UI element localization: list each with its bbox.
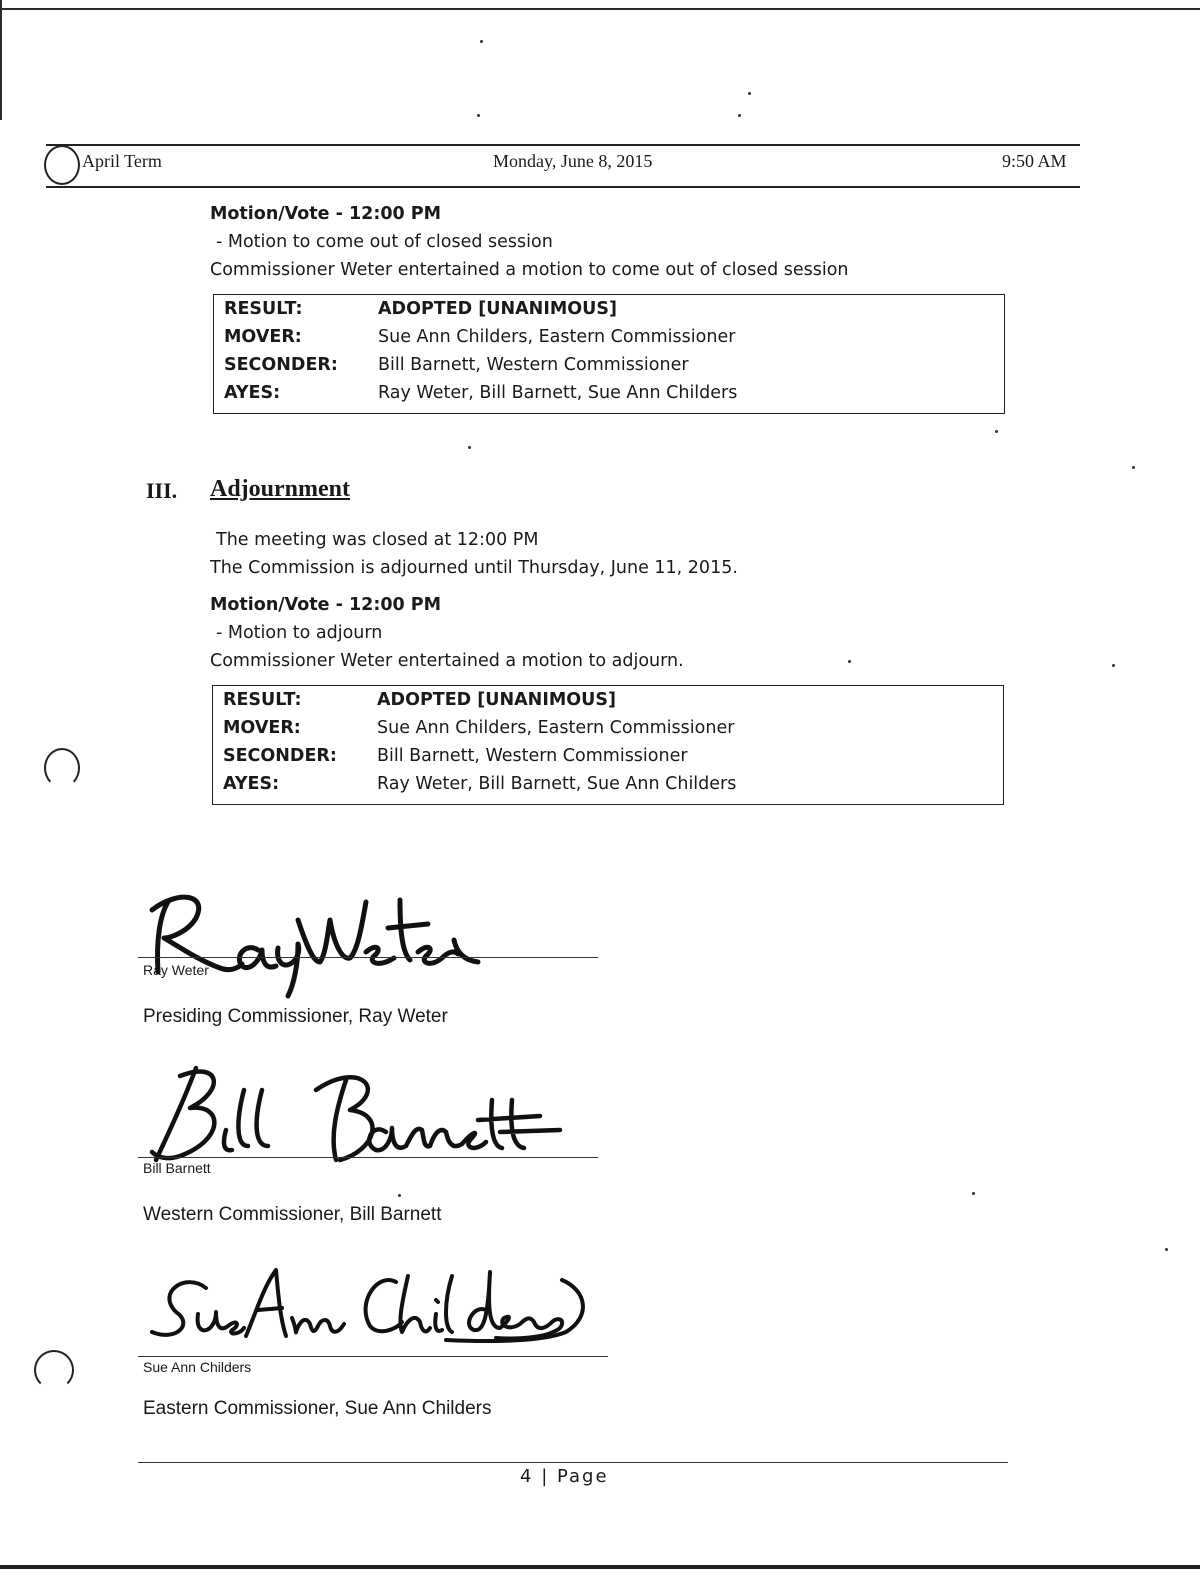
scan-edge-bottom bbox=[0, 1565, 1200, 1569]
signature-line bbox=[138, 1157, 598, 1158]
header-rule-top bbox=[46, 144, 1080, 146]
vote-summary-box bbox=[213, 294, 1005, 414]
vote-row-mover bbox=[223, 718, 993, 746]
signature-line bbox=[138, 1356, 608, 1357]
page-footer bbox=[520, 1466, 609, 1487]
vote-row-mover bbox=[224, 327, 994, 355]
section-number: III. bbox=[146, 478, 178, 503]
header-rule-bottom bbox=[46, 186, 1080, 188]
scan-edge-left bbox=[0, 0, 2, 120]
vote-value: Sue Ann Childers, Eastern Commissioner bbox=[378, 327, 736, 347]
scan-speck bbox=[995, 430, 998, 433]
signer-title: Eastern Commissioner, Sue Ann Childers bbox=[143, 1398, 492, 1419]
signer-name: Ray Weter bbox=[143, 962, 209, 978]
header-date: Monday, June 8, 2015 bbox=[493, 151, 653, 171]
page-label: | Page bbox=[541, 1466, 609, 1487]
header-time: 9:50 AM bbox=[1002, 151, 1067, 171]
scan-speck bbox=[398, 1194, 401, 1197]
signer-title: Western Commissioner, Bill Barnett bbox=[143, 1204, 442, 1225]
meeting-closed-text: The meeting was closed at 12:00 PM bbox=[216, 530, 539, 550]
signer-title: Presiding Commissioner, Ray Weter bbox=[143, 1006, 448, 1027]
vote-row-result bbox=[223, 690, 993, 718]
vote-value: ADOPTED [UNANIMOUS] bbox=[377, 690, 616, 710]
vote-label: RESULT: bbox=[224, 299, 303, 319]
motion-heading: Motion/Vote - 12:00 PM bbox=[210, 204, 442, 224]
handwritten-signature bbox=[146, 1262, 606, 1352]
vote-value: Ray Weter, Bill Barnett, Sue Ann Childers bbox=[377, 774, 737, 794]
vote-value: Ray Weter, Bill Barnett, Sue Ann Childers bbox=[378, 383, 738, 403]
scan-speck bbox=[1132, 466, 1135, 469]
vote-summary-box bbox=[212, 685, 1004, 805]
vote-row-result bbox=[224, 299, 994, 327]
scan-speck bbox=[480, 40, 483, 43]
vote-label: AYES: bbox=[224, 383, 281, 403]
vote-row-seconder bbox=[224, 355, 994, 383]
scan-speck bbox=[972, 1192, 975, 1195]
punch-hole bbox=[44, 748, 80, 788]
scan-speck bbox=[477, 114, 480, 117]
page-number: 4 bbox=[520, 1466, 534, 1487]
motion-item: - Motion to adjourn bbox=[216, 623, 383, 643]
handwritten-signature bbox=[140, 1060, 600, 1170]
adjourned-until-text: The Commission is adjourned until Thursday, June 11, 2015. bbox=[210, 558, 738, 578]
header-term: April Term bbox=[82, 151, 162, 171]
vote-row-ayes bbox=[224, 383, 994, 411]
vote-label: SECONDER: bbox=[223, 746, 337, 766]
vote-value: Bill Barnett, Western Commissioner bbox=[377, 746, 688, 766]
punch-hole bbox=[34, 1350, 74, 1390]
vote-label: MOVER: bbox=[223, 718, 301, 738]
vote-value: ADOPTED [UNANIMOUS] bbox=[378, 299, 617, 319]
scan-edge-top bbox=[0, 8, 1200, 10]
motion-item: - Motion to come out of closed session bbox=[216, 232, 553, 252]
scan-speck bbox=[848, 660, 851, 663]
signer-name: Sue Ann Childers bbox=[143, 1359, 252, 1375]
vote-label: RESULT: bbox=[223, 690, 302, 710]
motion-text: Commissioner Weter entertained a motion to adjourn. bbox=[210, 651, 684, 671]
vote-row-seconder bbox=[223, 746, 993, 774]
footer-rule bbox=[138, 1462, 1008, 1463]
scan-speck bbox=[1165, 1248, 1168, 1251]
motion-heading: Motion/Vote - 12:00 PM bbox=[210, 595, 442, 615]
scan-speck bbox=[468, 446, 471, 449]
vote-value: Bill Barnett, Western Commissioner bbox=[378, 355, 689, 375]
punch-hole bbox=[44, 145, 80, 185]
handwritten-signature bbox=[138, 880, 518, 1000]
vote-label: SECONDER: bbox=[224, 355, 338, 375]
scan-speck bbox=[1112, 664, 1115, 667]
section-title: Adjournment bbox=[210, 476, 351, 502]
vote-label: AYES: bbox=[223, 774, 280, 794]
motion-text: Commissioner Weter entertained a motion to come out of closed session bbox=[210, 260, 849, 280]
vote-row-ayes bbox=[223, 774, 993, 802]
scan-speck bbox=[738, 114, 741, 117]
signature-line bbox=[138, 957, 598, 958]
vote-label: MOVER: bbox=[224, 327, 302, 347]
vote-value: Sue Ann Childers, Eastern Commissioner bbox=[377, 718, 735, 738]
signer-name: Bill Barnett bbox=[143, 1160, 211, 1176]
scan-speck bbox=[748, 92, 751, 95]
